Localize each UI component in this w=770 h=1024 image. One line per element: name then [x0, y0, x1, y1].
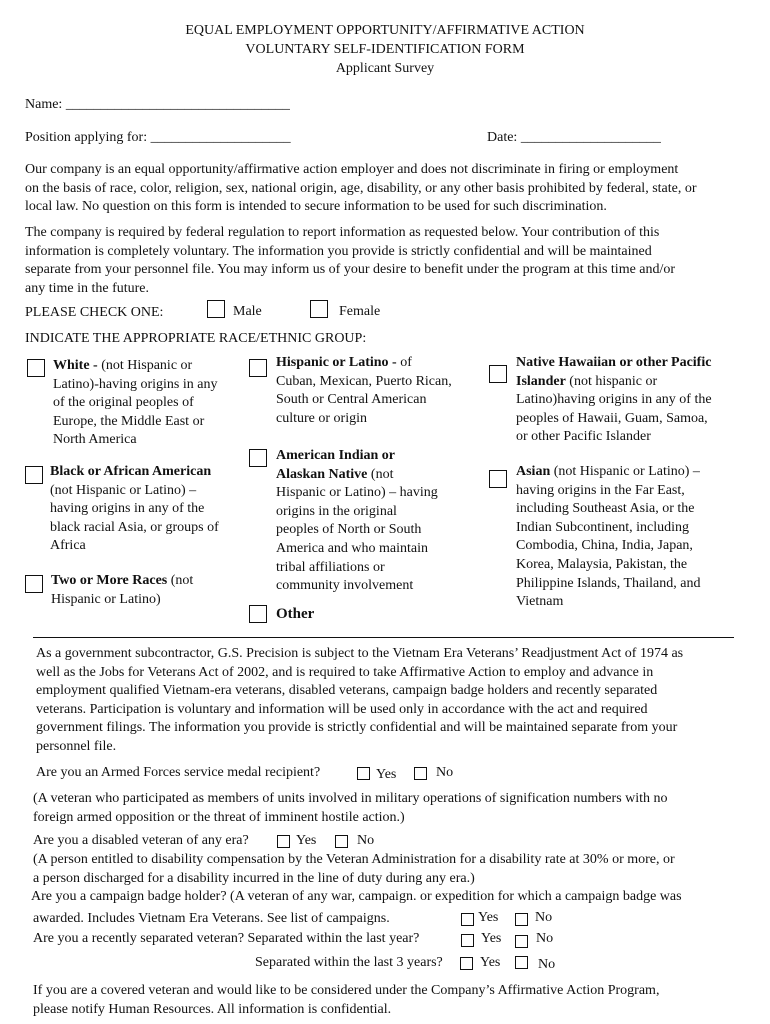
- female-checkbox[interactable]: [310, 300, 328, 318]
- hawaiian-option-line: peoples of Hawaii, Guam, Samoa,: [516, 410, 708, 426]
- q-service-medal-no-label: No: [436, 765, 454, 780]
- veterans-statement-line: well as the Jobs for Veterans Act of 2002, and is required to take Affirmative Action to employ and advance in: [36, 664, 654, 680]
- q-separated-3-years: Separated within the last 3 years?: [255, 955, 443, 970]
- other-label: Other: [276, 606, 315, 622]
- asian-option-line: Korea, Malaysia, Pakistan, the: [516, 556, 688, 572]
- asian-option-line: including Southeast Asia, or the: [516, 501, 695, 517]
- hawaiian-option-line: Latino)having origins in any of the: [516, 392, 712, 408]
- asian-option-line: having origins in the Far East,: [516, 482, 685, 498]
- black-checkbox[interactable]: [25, 466, 43, 484]
- q-campaign-badge-line2: awarded. Includes Vietnam Era Veterans. See list of campaigns.: [33, 911, 390, 926]
- date-field[interactable]: Date: ____________________: [487, 130, 661, 145]
- q-disabled-veteran: Are you a disabled veteran of any era?: [33, 833, 249, 848]
- white-option-line: North America: [53, 432, 137, 448]
- hawaiian-checkbox[interactable]: [489, 365, 507, 383]
- white-option-line: Europe, the Middle East or: [53, 413, 205, 429]
- hawaiian-option-line: Native Hawaiian or other Pacific: [516, 355, 712, 370]
- veterans-statement-line: personnel file.: [36, 738, 117, 754]
- eeo-statement-line: Our company is an equal opportunity/affirmative action employer and does not discriminate in firing or employment: [25, 162, 679, 177]
- q-campaign-yes-checkbox[interactable]: [461, 913, 474, 926]
- q-disabled-yes-label: Yes: [296, 833, 317, 848]
- q-campaign-no-label: No: [535, 910, 553, 925]
- name-field[interactable]: Name: ________________________________: [25, 97, 290, 112]
- american-indian-option-line: peoples of North or South: [276, 522, 422, 538]
- black-option-line: having origins in any of the: [50, 501, 205, 517]
- american-indian-option-line: community involvement: [276, 578, 414, 594]
- gender-prompt: PLEASE CHECK ONE:: [25, 305, 164, 320]
- q-disabled-no-checkbox[interactable]: [335, 835, 348, 848]
- two-or-more-option-line: Hispanic or Latino): [51, 591, 161, 607]
- asian-checkbox[interactable]: [489, 470, 507, 488]
- q-service-medal-yes-label: Yes: [376, 767, 397, 782]
- white-option-line: White - (not Hispanic or: [53, 358, 193, 373]
- american-indian-option: [276, 447, 476, 596]
- q-service-medal-yes-checkbox[interactable]: [357, 767, 370, 780]
- asian-option-line: Combodia, China, India, Japan,: [516, 538, 693, 554]
- q-disabled-yes-checkbox[interactable]: [277, 835, 290, 848]
- q-separated-year-no-label: No: [536, 931, 554, 946]
- q-disabled-note-line: (A person entitled to disability compensation by the Veteran Administration for a disability rate at 30% or more, or: [33, 852, 675, 867]
- hawaiian-option-line: or other Pacific Islander: [516, 429, 651, 445]
- q-service-medal-no-checkbox[interactable]: [414, 767, 427, 780]
- american-indian-checkbox[interactable]: [249, 449, 267, 467]
- q-campaign-badge: Are you a campaign badge holder? (A veteran of any war, campaign. or expedition for which a campaign badge was: [31, 889, 682, 904]
- american-indian-option-line: American Indian or: [276, 448, 395, 463]
- asian-option-line: Indian Subcontinent, including: [516, 519, 690, 535]
- q-service-medal-note-line: (A veteran who participated as members of units involved in military operations of signification numbers with no: [33, 791, 668, 806]
- q-disabled-note-line: a person discharged for a disability incurred in the line of duty during any era.): [33, 870, 475, 886]
- voluntary-statement-line: information is completely voluntary. The information you provide is strictly confidential and will be maintained: [25, 243, 652, 259]
- q-separated-year-no-checkbox[interactable]: [515, 935, 528, 948]
- white-option: [53, 357, 243, 450]
- q-separated-3y-no-label: No: [538, 957, 556, 972]
- veterans-statement-line: employment qualified Vietnam-era veterans, disabled veterans, campaign badge holders and recently separated: [36, 683, 658, 699]
- american-indian-option-line: Hispanic or Latino) – having: [276, 485, 438, 501]
- black-option: [50, 463, 245, 556]
- american-indian-option-line: origins in the original: [276, 503, 397, 519]
- white-option-line: Latino)-having origins in any: [53, 376, 218, 392]
- voluntary-statement-line: The company is required by federal regulation to report information as requested below. Your contribution of this: [25, 225, 660, 240]
- q-separated-3y-no-checkbox[interactable]: [515, 956, 528, 969]
- hispanic-checkbox[interactable]: [249, 359, 267, 377]
- veterans-statement: [36, 645, 736, 757]
- american-indian-option-line: America and who maintain: [276, 540, 429, 556]
- position-field[interactable]: Position applying for: ____________________: [25, 130, 291, 145]
- section-divider: [33, 637, 734, 638]
- q-disabled-no-label: No: [357, 833, 375, 848]
- form-title: EQUAL EMPLOYMENT OPPORTUNITY/AFFIRMATIVE ACTION: [185, 23, 585, 38]
- q-campaign-no-checkbox[interactable]: [515, 913, 528, 926]
- female-label: Female: [339, 304, 381, 319]
- closing-statement-line: If you are a covered veteran and would like to be considered under the Company’s Affirmative Action Program,: [33, 983, 660, 998]
- closing-statement-line: please notify Human Resources. All information is confidential.: [33, 1001, 392, 1017]
- q-campaign-yes-label: Yes: [478, 910, 499, 925]
- white-checkbox[interactable]: [27, 359, 45, 377]
- male-label: Male: [233, 304, 262, 319]
- hispanic-option-line: Hispanic or Latino - of: [276, 355, 412, 370]
- closing-statement: [33, 982, 753, 1019]
- voluntary-statement-line: separate from your personnel file. You may inform us of your desire to benefit under the program at this time and/or: [25, 262, 676, 278]
- eeo-statement: [25, 161, 755, 217]
- black-option-line: black racial Asia, or groups of: [50, 519, 219, 535]
- q-service-medal: Are you an Armed Forces service medal recipient?: [36, 765, 321, 780]
- q-separated-year-yes-label: Yes: [481, 931, 502, 946]
- asian-option-line: Vietnam: [516, 594, 564, 610]
- two-or-more-option-line: Two or More Races (not: [51, 573, 194, 588]
- asian-option: [516, 463, 761, 612]
- veterans-statement-line: veterans. Participation is voluntary and information will be used only in accordance with the act and required: [36, 701, 648, 717]
- voluntary-statement-line: any time in the future.: [25, 280, 150, 296]
- veterans-statement-line: As a government subcontractor, G.S. Precision is subject to the Vietnam Era Veterans’ Readjustment Act of 1974 as: [36, 646, 684, 661]
- black-option-line: (not Hispanic or Latino) –: [50, 482, 197, 498]
- eeo-statement-line: on the basis of race, color, religion, sex, national origin, age, disability, or any other basis prohibited by federal, state, or: [25, 180, 697, 196]
- form-caption: Applicant Survey: [335, 61, 435, 76]
- male-checkbox[interactable]: [207, 300, 225, 318]
- q-service-medal-note: [33, 790, 753, 827]
- american-indian-option-line: tribal affiliations or: [276, 559, 385, 575]
- white-option-line: of the original peoples of: [53, 395, 194, 411]
- veterans-statement-line: government filings. The information you provide is strictly confidential and will be maintained separate from your: [36, 720, 678, 736]
- q-separated-year-yes-checkbox[interactable]: [461, 934, 474, 947]
- voluntary-statement: [25, 224, 755, 298]
- two-or-more-option: [51, 572, 241, 609]
- hispanic-option-line: Cuban, Mexican, Puerto Rican,: [276, 373, 452, 389]
- black-option-line: Africa: [50, 538, 86, 554]
- q-separated-3y-yes-label: Yes: [480, 955, 501, 970]
- eeo-statement-line: local law. No question on this form is intended to secure information to be used for such discrimination.: [25, 199, 607, 215]
- hispanic-option-line: culture or origin: [276, 410, 367, 426]
- hispanic-option-line: South or Central American: [276, 392, 427, 408]
- american-indian-option-line: Alaskan Native (not: [276, 466, 394, 482]
- form-subtitle: VOLUNTARY SELF-IDENTIFICATION FORM: [245, 42, 525, 57]
- asian-option-line: Asian (not Hispanic or Latino) –: [516, 464, 700, 479]
- black-option-line: Black or African American: [50, 464, 212, 479]
- asian-option-line: Philippine Islands, Thailand, and: [516, 575, 701, 591]
- hispanic-option: [276, 354, 476, 428]
- other-checkbox[interactable]: [249, 605, 267, 623]
- q-disabled-note: [33, 851, 753, 888]
- two-or-more-checkbox[interactable]: [25, 575, 43, 593]
- hawaiian-option-line: Islander (not hispanic or: [516, 373, 658, 389]
- hawaiian-option: [516, 354, 761, 447]
- q-service-medal-note-line: foreign armed opposition or the threat of imminent hostile action.): [33, 809, 405, 825]
- q-separated-3y-yes-checkbox[interactable]: [460, 957, 473, 970]
- q-recently-separated: Are you a recently separated veteran? Separated within the last year?: [33, 931, 420, 946]
- race-prompt: INDICATE THE APPROPRIATE RACE/ETHNIC GROUP:: [25, 331, 367, 346]
